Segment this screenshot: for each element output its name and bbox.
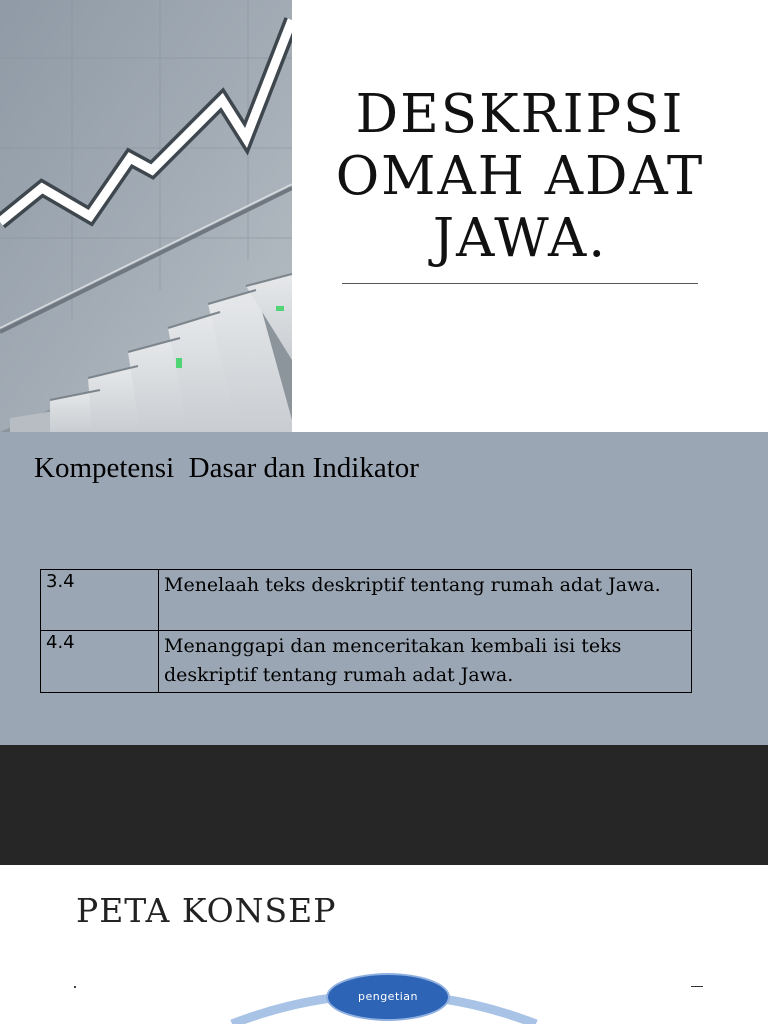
competency-table <box>40 569 692 693</box>
title-divider <box>342 283 698 284</box>
title-slide <box>0 0 768 432</box>
slide-title <box>330 84 710 270</box>
marker-dash <box>691 986 703 987</box>
competency-heading: Kompetensi Dasar dan Indikator <box>34 452 419 484</box>
marker-dot <box>74 986 76 988</box>
title-line: JAWA. <box>432 208 608 269</box>
table-row <box>41 631 692 693</box>
competency-code: 3.4 <box>41 570 159 631</box>
competency-code: 4.4 <box>41 631 159 693</box>
concept-map-slide <box>0 865 768 1024</box>
competency-slide <box>0 432 768 745</box>
title-line: OMAH ADAT <box>335 146 705 207</box>
competency-text: Menanggapi dan menceritakan kembali isi teks deskriptif tentang rumah adat Jawa. <box>159 631 692 693</box>
table-row <box>41 570 692 631</box>
staircase-graph-photo <box>0 0 292 432</box>
slide-separator <box>0 745 768 865</box>
title-line: DESKRIPSI <box>355 84 685 145</box>
concept-node: pengetian <box>326 973 450 1021</box>
competency-text: Menelaah teks deskriptif tentang rumah adat Jawa. <box>159 570 692 631</box>
concept-map-heading: PETA KONSEP <box>76 891 337 930</box>
